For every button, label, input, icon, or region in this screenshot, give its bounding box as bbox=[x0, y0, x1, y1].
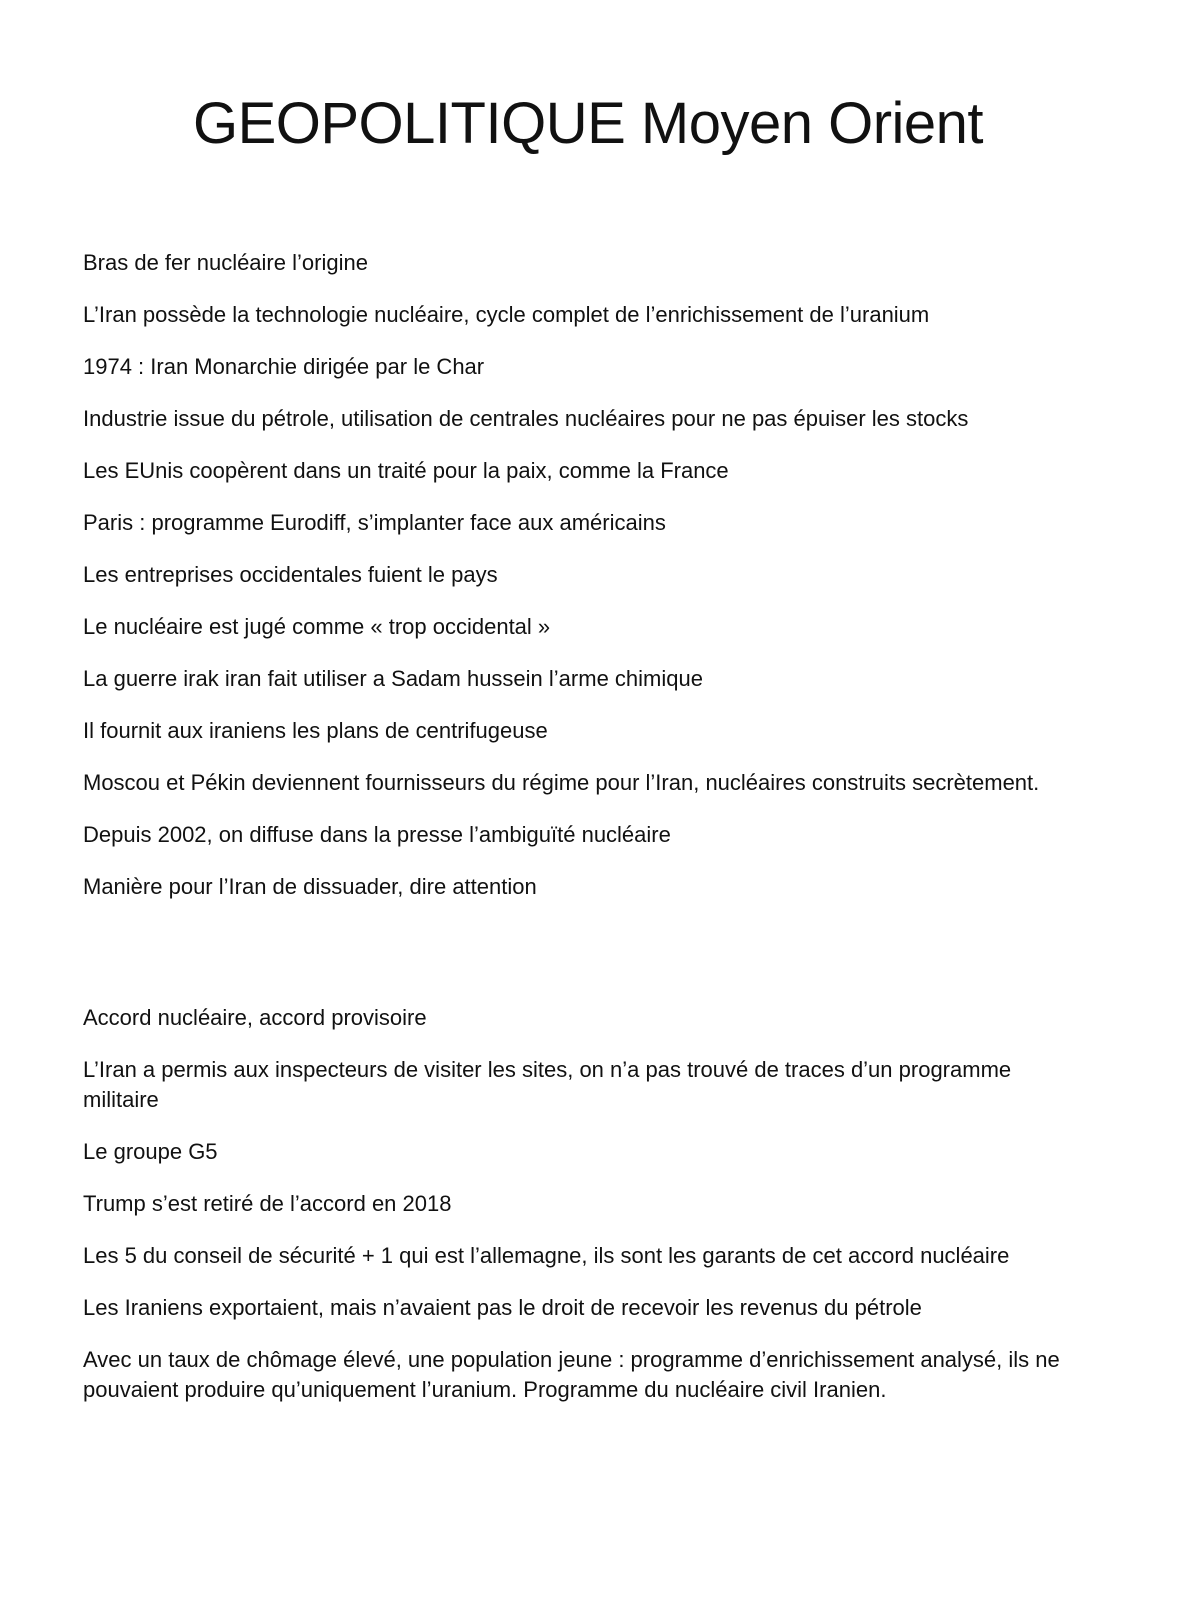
paragraph: La guerre irak iran fait utiliser a Sadam hussein l’arme chimique bbox=[83, 666, 703, 691]
paragraph: Les entreprises occidentales fuient le pays bbox=[83, 562, 498, 587]
paragraph: Moscou et Pékin deviennent fournisseurs du régime pour l’Iran, nucléaires construits secrètement. bbox=[83, 770, 1040, 795]
paragraph: Le nucléaire est jugé comme « trop occidental » bbox=[83, 614, 551, 639]
paragraph: Les 5 du conseil de sécurité + 1 qui est l’allemagne, ils sont les garants de cet accord nucléaire bbox=[83, 1243, 1010, 1268]
paragraph: Manière pour l’Iran de dissuader, dire attention bbox=[83, 874, 537, 899]
paragraph: Depuis 2002, on diffuse dans la presse l’ambiguïté nucléaire bbox=[83, 822, 671, 847]
paragraph: Trump s’est retiré de l’accord en 2018 bbox=[83, 1191, 452, 1216]
section-nuclear-agreement bbox=[83, 1003, 1093, 1427]
paragraph: Paris : programme Eurodiff, s’implanter face aux américains bbox=[83, 510, 666, 535]
paragraph: Les EUnis coopèrent dans un traité pour la paix, comme la France bbox=[83, 458, 729, 483]
paragraph: Le groupe G5 bbox=[83, 1139, 218, 1164]
paragraph: Industrie issue du pétrole, utilisation de centrales nucléaires pour ne pas épuiser les stocks bbox=[83, 406, 969, 431]
paragraph: L’Iran a permis aux inspecteurs de visiter les sites, on n’a pas trouvé de traces d’un programme militaire bbox=[83, 1057, 1012, 1112]
paragraph: Accord nucléaire, accord provisoire bbox=[83, 1005, 427, 1030]
paragraph: Les Iraniens exportaient, mais n’avaient pas le droit de recevoir les revenus du pétrole bbox=[83, 1295, 922, 1320]
page-title: GEOPOLITIQUE Moyen Orient bbox=[192, 91, 984, 156]
paragraph: L’Iran possède la technologie nucléaire, cycle complet de l’enrichissement de l’uranium bbox=[83, 302, 930, 327]
paragraph: Il fournit aux iraniens les plans de centrifugeuse bbox=[83, 718, 548, 743]
section-nuclear-origin bbox=[83, 248, 1093, 924]
paragraph: Avec un taux de chômage élevé, une population jeune : programme d’enrichissement analysé, ils ne pouvaient produire qu’uniquement l’uranium. Programme du nucléaire civil Iranien. bbox=[83, 1347, 1060, 1402]
paragraph: Bras de fer nucléaire l’origine bbox=[83, 250, 368, 275]
paragraph: 1974 : Iran Monarchie dirigée par le Char bbox=[83, 354, 485, 379]
